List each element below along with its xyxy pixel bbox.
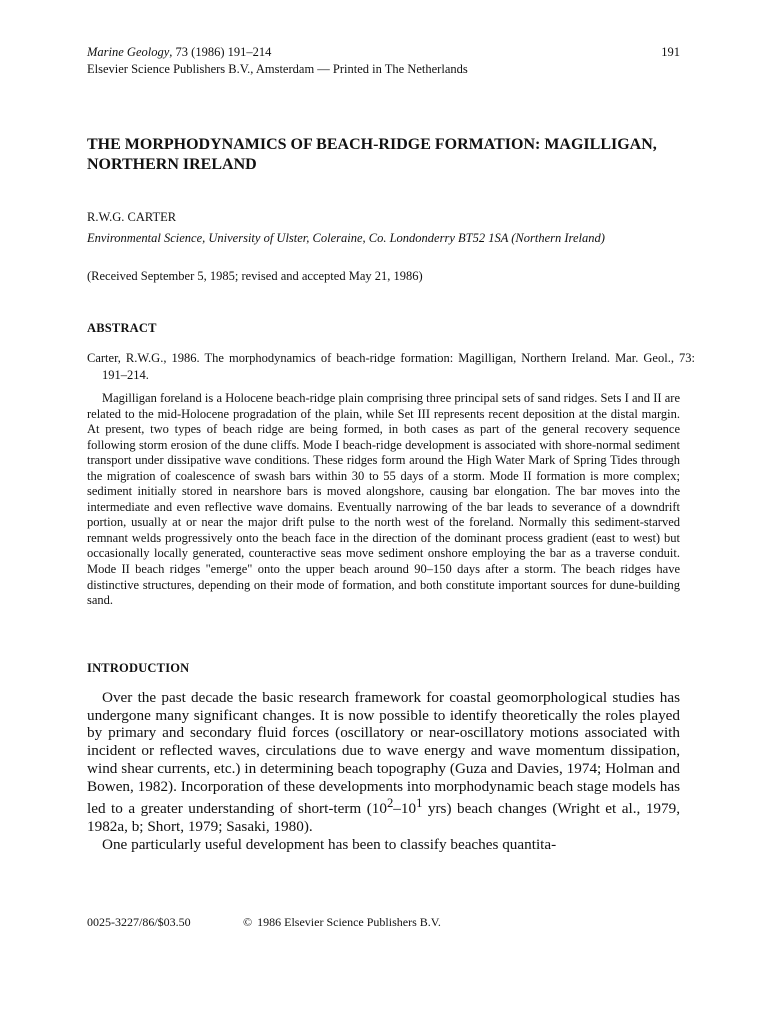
copyright-text: 1986 Elsevier Science Publishers B.V. bbox=[257, 915, 441, 929]
author-name: R.W.G. CARTER bbox=[87, 210, 177, 224]
introduction-body bbox=[87, 689, 680, 853]
publisher-line: Elsevier Science Publishers B.V., Amsterdam — Printed in The Netherlands bbox=[87, 62, 468, 76]
journal-name: Marine Geology bbox=[87, 45, 170, 59]
abstract-text: Magilligan foreland is a Holocene beach-ridge plain comprising three principal sets of sand ridges. Sets I and II are related to the mid-Holocene progradation of the plain, while Set III represents recent deposition at the distal margin. At present, two types of beach ridge are being formed, in both cases as part of the general recovery sequence following storm erosion of the dune cliffs. Mode I beach-ridge development is associated with shore-normal sediment transport under dissipative wave conditions. These ridges form around the High Water Mark of Spring Tides through the migration of coalescence of swash bars within 30 to 55 days of a storm. Mode II formation is more complex; sediment initially stored in nearshore bars is moved alongshore, causing bar elongation. The bar moves into the intermediate and even reflective wave domains. Eventually narrowing of the bar leads to severance of a downdrift portion, usually at or near the major drift pulse to the north west of the foreland. Normally this sediment-starved remnant welds progressively onto the beach face in the direction of the dominant process gradient (east to west) but occasionally locally generated, counteractive seas move sediment onshore employing the bar as a traverse conduit. Mode II beach ridges "emerge" onto the upper beach around 90–150 days after a storm. The beach ridges have distinctive structures, depending on their mode of formation, and both constitute important sources for dune-building sand. bbox=[87, 391, 680, 608]
introduction-heading: INTRODUCTION bbox=[87, 661, 190, 675]
introduction-text: –10 bbox=[393, 800, 417, 818]
article-code: 0025-3227/86/$03.50 bbox=[87, 915, 191, 929]
abstract-heading: ABSTRACT bbox=[87, 321, 157, 335]
superscript-exponent: 1 bbox=[416, 796, 423, 811]
copyright-line bbox=[243, 914, 441, 930]
abstract-citation: Carter, R.W.G., 1986. The morphodynamics of beach-ridge formation: Magilligan, Northern Ireland. Mar. Geol., 73: 191–214. bbox=[87, 351, 695, 382]
page-number: 191 bbox=[661, 45, 680, 59]
introduction-text: yrs) beach changes (Wright et al., 1979, 1982a, b; Short, 1979; Sasaki, 1980). bbox=[87, 800, 680, 835]
introduction-paragraph: One particularly useful development has been to classify beaches quantita- bbox=[102, 835, 557, 853]
received-dates: (Received September 5, 1985; revised and accepted May 21, 1986) bbox=[87, 269, 423, 283]
introduction-paragraph bbox=[87, 689, 680, 836]
journal-citation-line bbox=[87, 44, 271, 60]
author-affiliation: Environmental Science, University of Ulster, Coleraine, Co. Londonderry BT52 1SA (Northern Ireland) bbox=[87, 231, 605, 245]
superscript-exponent: 2 bbox=[386, 796, 394, 811]
copyright-symbol: © bbox=[243, 915, 253, 929]
journal-volume-pages: , 73 (1986) 191–214 bbox=[169, 45, 272, 59]
article-title: THE MORPHODYNAMICS OF BEACH-RIDGE FORMATION: MAGILLIGAN, NORTHERN IRELAND bbox=[87, 136, 657, 173]
introduction-text: Over the past decade the basic research framework for coastal geomorphological studies has undergone many significant changes. It is now possible to identify theoretically the roles played by primary and secondary fluid forces (oscillatory or near-oscillatory motions associated with incident or reflected waves, circulations due to wave energy and wave momentum dissipation, wind shear currents, etc.) in determining beach topography (Guza and Davies, 1974; Holman and Bowen, 1982). Incorporation of these developments into morphodynamic beach stage models has led to a greater understanding of short-term (10 bbox=[87, 689, 680, 818]
